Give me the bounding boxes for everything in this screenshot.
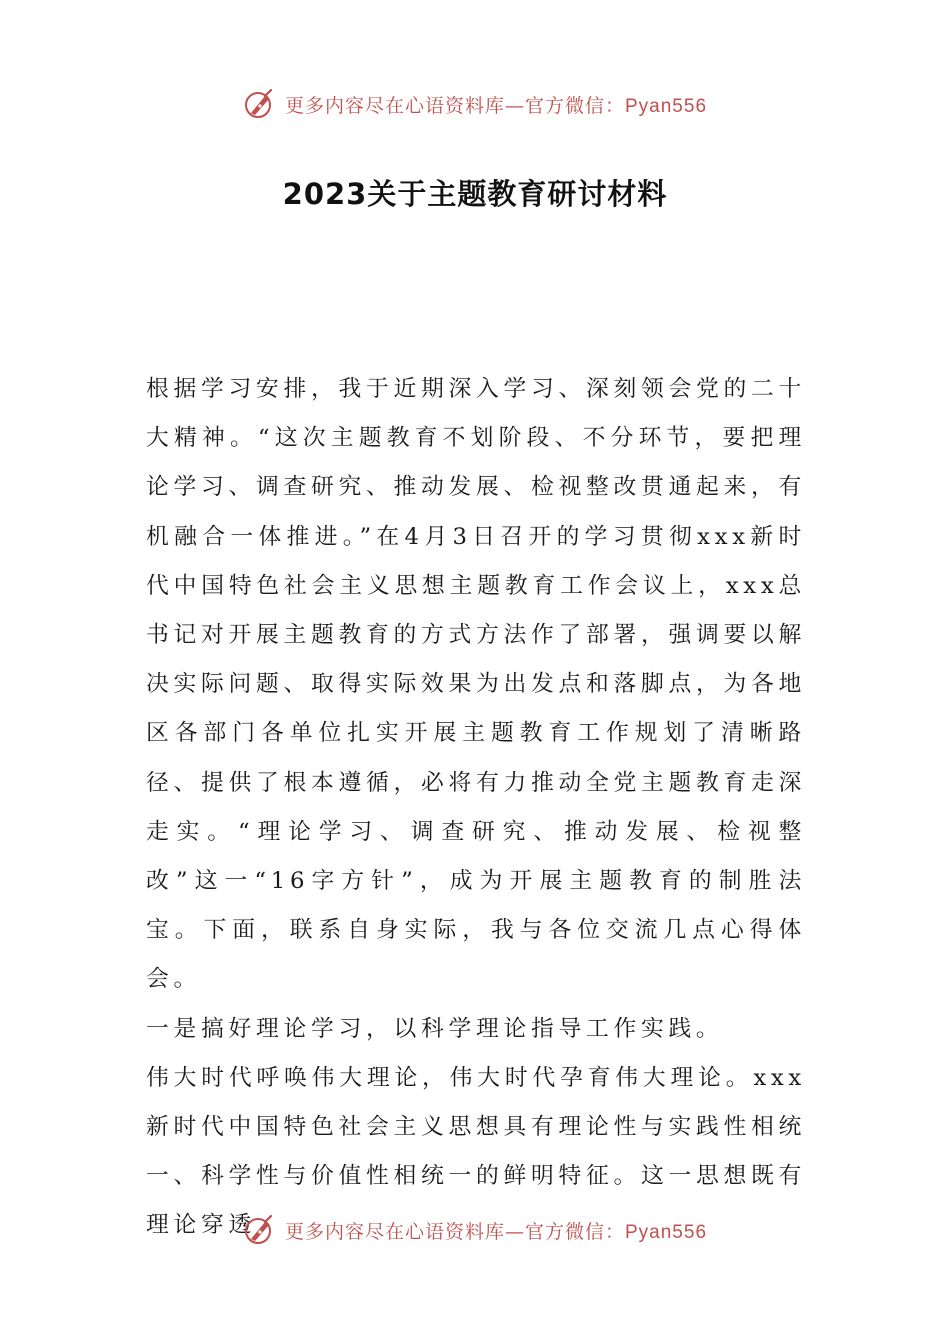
paragraph-section-heading: 一是搞好理论学习，以科学理论指导工作实践。 <box>146 1015 724 1042</box>
header-banner-cn: 更多内容尽在心语资料库—官方微信： <box>284 94 625 117</box>
pen-nib-circle-icon <box>243 87 277 121</box>
page-title: 2023关于主题教育研讨材料 <box>282 177 668 211</box>
header-banner-wechat: Pyan556 <box>625 95 708 117</box>
header-banner <box>0 84 950 124</box>
pen-nib-circle-icon <box>243 1213 277 1247</box>
document-body <box>146 365 806 1251</box>
footer-banner-text <box>285 1217 707 1244</box>
paragraph-theory: 伟大时代呼唤伟大理论，伟大时代孕育伟大理论。xxx新时代中国特色社会主义思想具有理论性与实践性相统一、科学性与价值性相统一的鲜明特征。这一思想既有理论穿透 <box>146 1064 806 1239</box>
paragraph-intro: 根据学习安排，我于近期深入学习、深刻领会党的二十大精神。“这次主题教育不划阶段、不分环节，要把理论学习、调查研究、推动发展、检视整改贯通起来，有机融合一体推进。”在4月3日召开的学习贯彻xxx新时代中国特色社会主义思想主题教育工作会议上，xxx总书记对开展主题教育的方式方法作了部署，强调要以解决实际问题、取得实际效果为出发点和落脚点，为各地区各部门各单位扎实开展主题教育工作规划了清晰路径、提供了根本遵循，必将有力推动全党主题教育走深走实。“理论学习、调查研究、推动发展、检视整改”这一“16字方针”，成为开展主题教育的制胜法宝。下面，联系自身实际，我与各位交流几点心得体会。 <box>146 376 806 993</box>
footer-banner-wechat: Pyan556 <box>625 1221 708 1243</box>
header-banner-text <box>285 91 707 118</box>
footer-banner <box>0 1210 950 1250</box>
footer-banner-cn: 更多内容尽在心语资料库—官方微信： <box>284 1220 625 1243</box>
